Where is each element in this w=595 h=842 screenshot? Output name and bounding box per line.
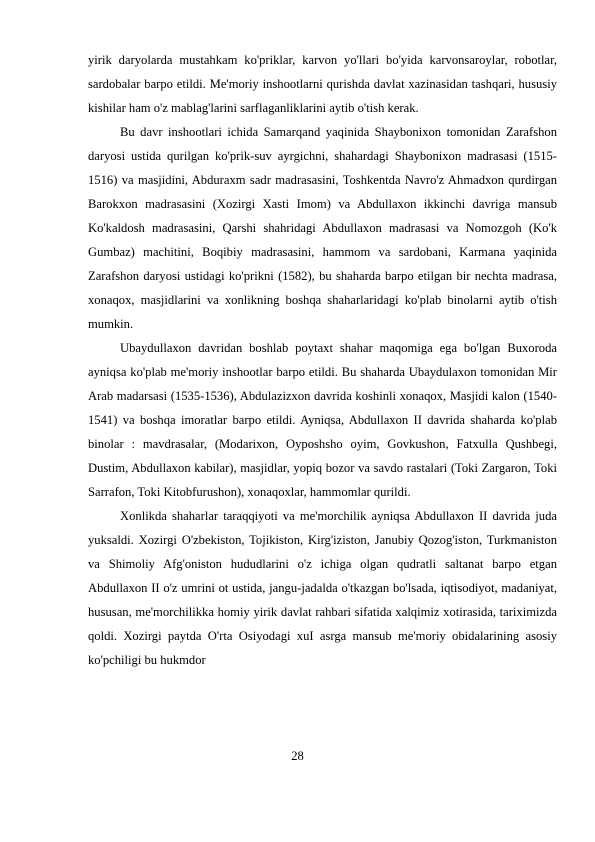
paragraph-buxoro-buildings: Ubaydullaxon davridan boshlab poytaxt shahar maqomiga ega bo'lgan Buxoroda ayniqsa ko'plab me'moriy inshootlar barpo etildi. Bu shaharda Ubaydulaxon tomonidan Mir Arab madarsasi (1535-1536), Abdulazizxon davrida koshinli xonaqox, Masjidi kalon (1540-1541) va boshqa imoratlar barpo etildi. Ayniqsa, Abdullaxon II davrida shaharda ko'plab binolar : mavdrasalar, (Modarixon, Oyposhsho oyim, Govkushon, Fatxulla Qushbegi, Dustim, Abdullaxon kabilar), masjidlar, yopiq bozor va savdo rastalari (Toki Zargaron, Toki Sarrafon, Toki Kitobfurushon), xonaqoxlar, hammomlar qurildi. — [88, 341, 557, 499]
body-text — [88, 48, 557, 672]
paragraph-abdullaxon-ii: Xonlikda shaharlar taraqqiyoti va me'morchilik ayniqsa Abdullaxon II davrida juda yuksaldi. Xozirgi O'zbekiston, Tojikiston, Kirg'iziston, Janubiy Qozog'iston, Turkmaniston va Shimoliy Afg'oniston hududlarini o'z ichiga olgan qudratli saltanat barpo etgan Abdullaxon II o'z umrini ot ustida, jangu-jadalda o'tkazgan bo'lsada, iqtisodiyot, madaniyat, hususan, me'morchilikka homiy yirik davlat rahbari sifatida xalqimiz xotirasida, tariximizda qoldi. Xozirgi paytda O'rta Osiyodagi xuI asrga mansub me'moriy obidalarining asosiy ko'pchiligi bu hukmdor — [88, 509, 557, 667]
page-number: 28 — [291, 749, 304, 763]
paragraph-continuation: yirik daryolarda mustahkam ko'priklar, karvon yo'llari bo'yida karvonsaroylar, robotlar, sardobalar barpo etildi. Me'moriy inshootlarni qurishda davlat xazinasidan tashqari, hususiy kishilar ham o'z mablag'larini sarflaganliklarini aytib o'tish kerak. — [88, 53, 557, 115]
paragraph-samarqand-buildings: Bu davr inshootlari ichida Samarqand yaqinida Shaybonixon tomonidan Zarafshon daryosi ustida qurilgan ko'prik-suv ayrgichni, shahardagi Shaybonixon madrasasi (1515-1516) va masjidini, Abduraxm sadr madrasasini, Toshkentda Navro'z Ahmadxon qurdirgan Barokxon madrasasini (Xozirgi Xasti Imom) va Abdullaxon ikkinchi davriga mansub Ko'kaldosh madrasasini, Qarshi shahridagi Abdullaxon madrasasi va Nomozgoh (Ko'k Gumbaz) machitini, Boqibiy madrasasini, hammom va sardobani, Karmana yaqinida Zarafshon daryosi ustidagi ko'prikni (1582), bu shaharda barpo etilgan bir nechta madrasa, xonaqox, masjidlarini va xonlikning boshqa shaharlaridagi ko'plab binolarni aytib o'tish mumkin. — [88, 125, 557, 331]
